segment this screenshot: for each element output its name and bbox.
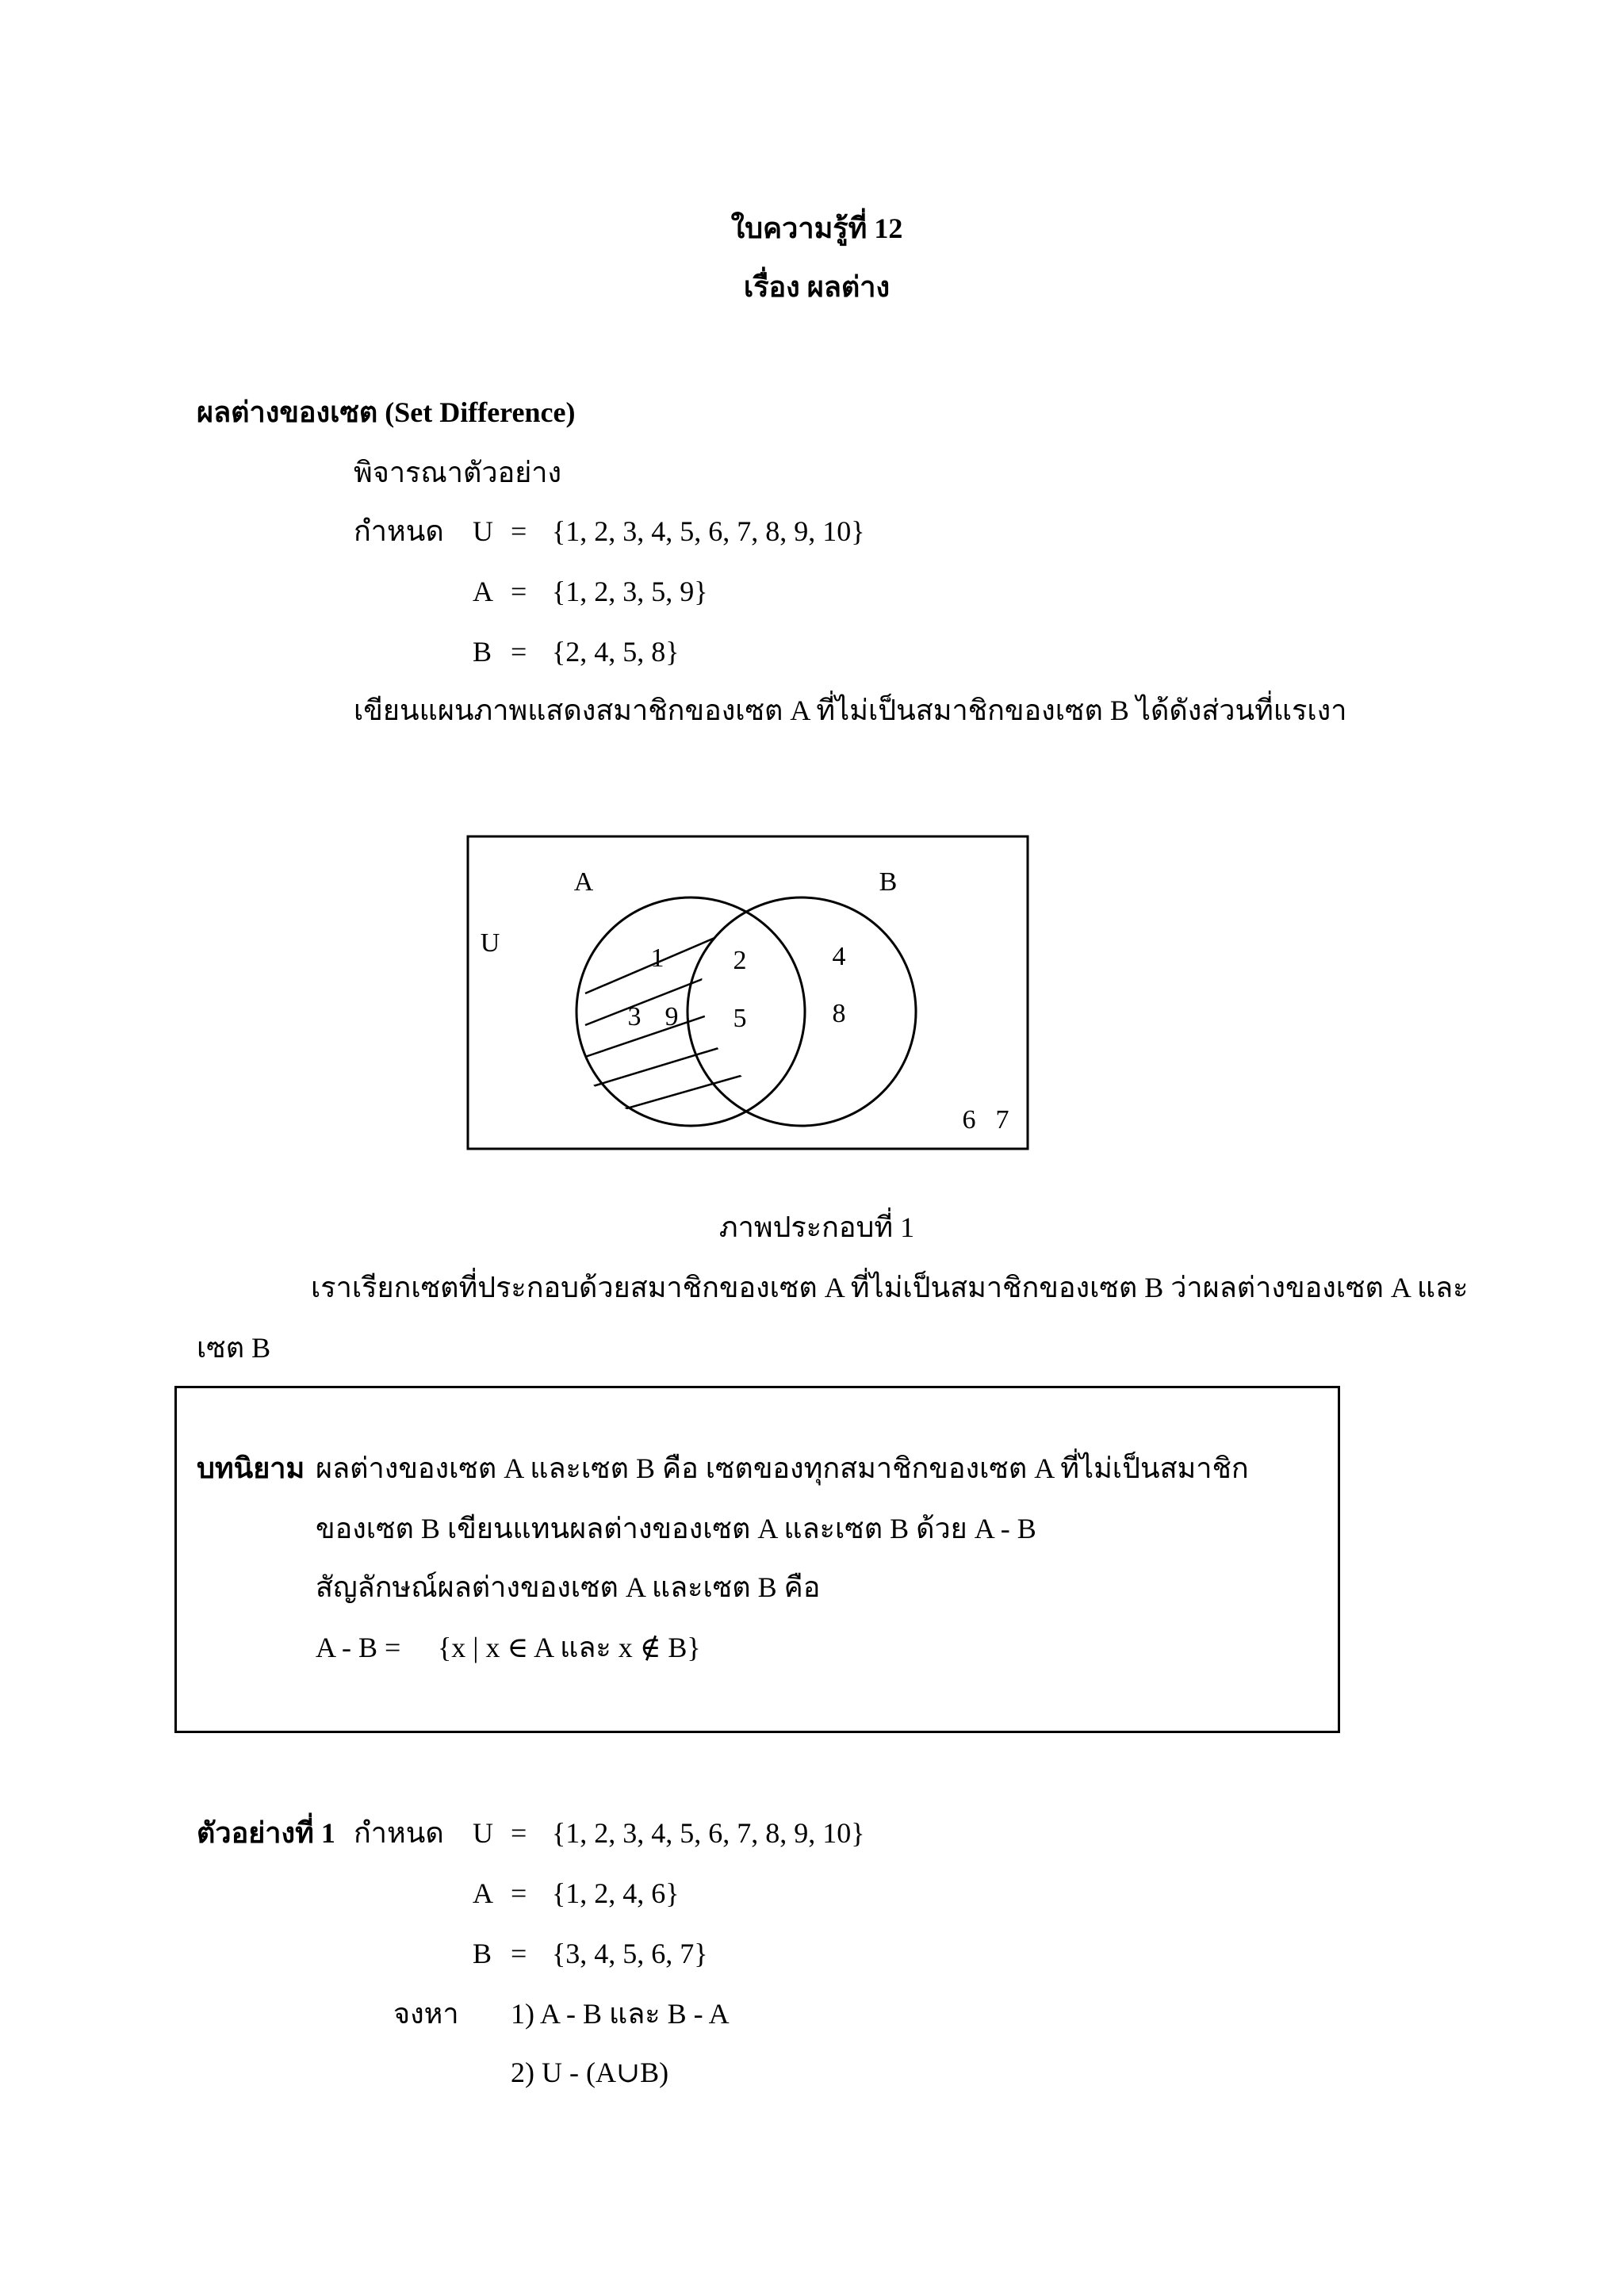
venn-element-4: 4: [832, 942, 846, 971]
set-b-value: {2, 4, 5, 8}: [552, 636, 680, 668]
definition-line-2: ของเซต B เขียนแทนผลต่างของเซต A และเซต B ด้วย A - B: [316, 1513, 1036, 1544]
venn-element-1: 1: [650, 943, 665, 973]
define-word: กำหนด: [354, 1817, 444, 1849]
definition-formula-rhs: {x | x ∈ A และ x ∉ B}: [438, 1632, 701, 1663]
venn-element-9: 9: [665, 1002, 679, 1031]
venn-label-b: B: [879, 867, 898, 897]
definition-box: [174, 1386, 1340, 1733]
section-heading: ผลต่างของเซต (Set Difference): [197, 396, 576, 428]
set-a-label: A: [473, 1877, 493, 1909]
set-a-value: {1, 2, 3, 5, 9}: [552, 576, 708, 607]
set-u-label: U: [473, 515, 493, 547]
definition-formula-lhs: A - B =: [316, 1632, 401, 1663]
definition-label: บทนิยาม: [197, 1452, 305, 1484]
venn-element-3: 3: [627, 1002, 642, 1031]
circle-a: [576, 897, 805, 1126]
venn-element-2: 2: [733, 946, 747, 975]
set-u-value: {1, 2, 3, 4, 5, 6, 7, 8, 9, 10}: [552, 1817, 865, 1849]
definition-line-3: สัญลักษณ์ผลต่างของเซต A และเซต B คือ: [316, 1571, 821, 1603]
universe-rectangle: [468, 836, 1028, 1149]
set-a-label: A: [473, 576, 493, 607]
question-1: 1) A - B และ B - A: [511, 1998, 730, 2030]
equals-sign: =: [511, 1877, 527, 1909]
venn-element-6: 6: [962, 1105, 976, 1135]
set-a-value: {1, 2, 4, 6}: [552, 1877, 680, 1909]
equals-sign: =: [511, 515, 527, 547]
question-2: 2) U - (A∪B): [511, 2057, 669, 2088]
set-b-label: B: [473, 1938, 492, 1969]
venn-label-u: U: [480, 928, 500, 958]
set-b-label: B: [473, 636, 492, 668]
equals-sign: =: [511, 636, 527, 668]
example-label: ตัวอย่างที่ 1: [197, 1817, 335, 1849]
venn-label-a: A: [573, 867, 594, 897]
equals-sign: =: [511, 1817, 527, 1849]
explanation-line-2: เซต B: [197, 1332, 271, 1364]
topic-title: เรื่อง ผลต่าง: [743, 271, 891, 303]
set-u-label: U: [473, 1817, 493, 1849]
equals-sign: =: [511, 1938, 527, 1969]
define-word: กำหนด: [354, 515, 444, 547]
set-u-value: {1, 2, 3, 4, 5, 6, 7, 8, 9, 10}: [552, 515, 865, 547]
sheet-title: ใบความรู้ที่ 12: [730, 212, 903, 244]
equals-sign: =: [511, 576, 527, 607]
shaded-region-a-minus-b: [585, 898, 823, 1160]
figure-caption: ภาพประกอบที่ 1: [718, 1211, 915, 1243]
circle-b: [688, 897, 916, 1126]
find-word: จงหา: [393, 1998, 459, 2030]
venn-diagram: [466, 835, 1037, 1160]
venn-element-5: 5: [733, 1004, 747, 1033]
venn-element-7: 7: [995, 1105, 1009, 1135]
instruction-text: เขียนแผนภาพแสดงสมาชิกของเซต A ที่ไม่เป็นสมาชิกของเซต B ได้ดังส่วนที่แรเงา: [354, 695, 1347, 726]
set-b-value: {3, 4, 5, 6, 7}: [552, 1938, 708, 1969]
venn-element-8: 8: [832, 999, 846, 1028]
definition-line-1: ผลต่างของเซต A และเซต B คือ เซตของทุกสมาชิกของเซต A ที่ไม่เป็นสมาชิก: [316, 1452, 1249, 1484]
explanation-line-1: เราเรียกเซตที่ประกอบด้วยสมาชิกของเซต A ที่ไม่เป็นสมาชิกของเซต B ว่าผลต่างของเซต A และ: [311, 1272, 1469, 1303]
consider-text: พิจารณาตัวอย่าง: [354, 457, 562, 488]
